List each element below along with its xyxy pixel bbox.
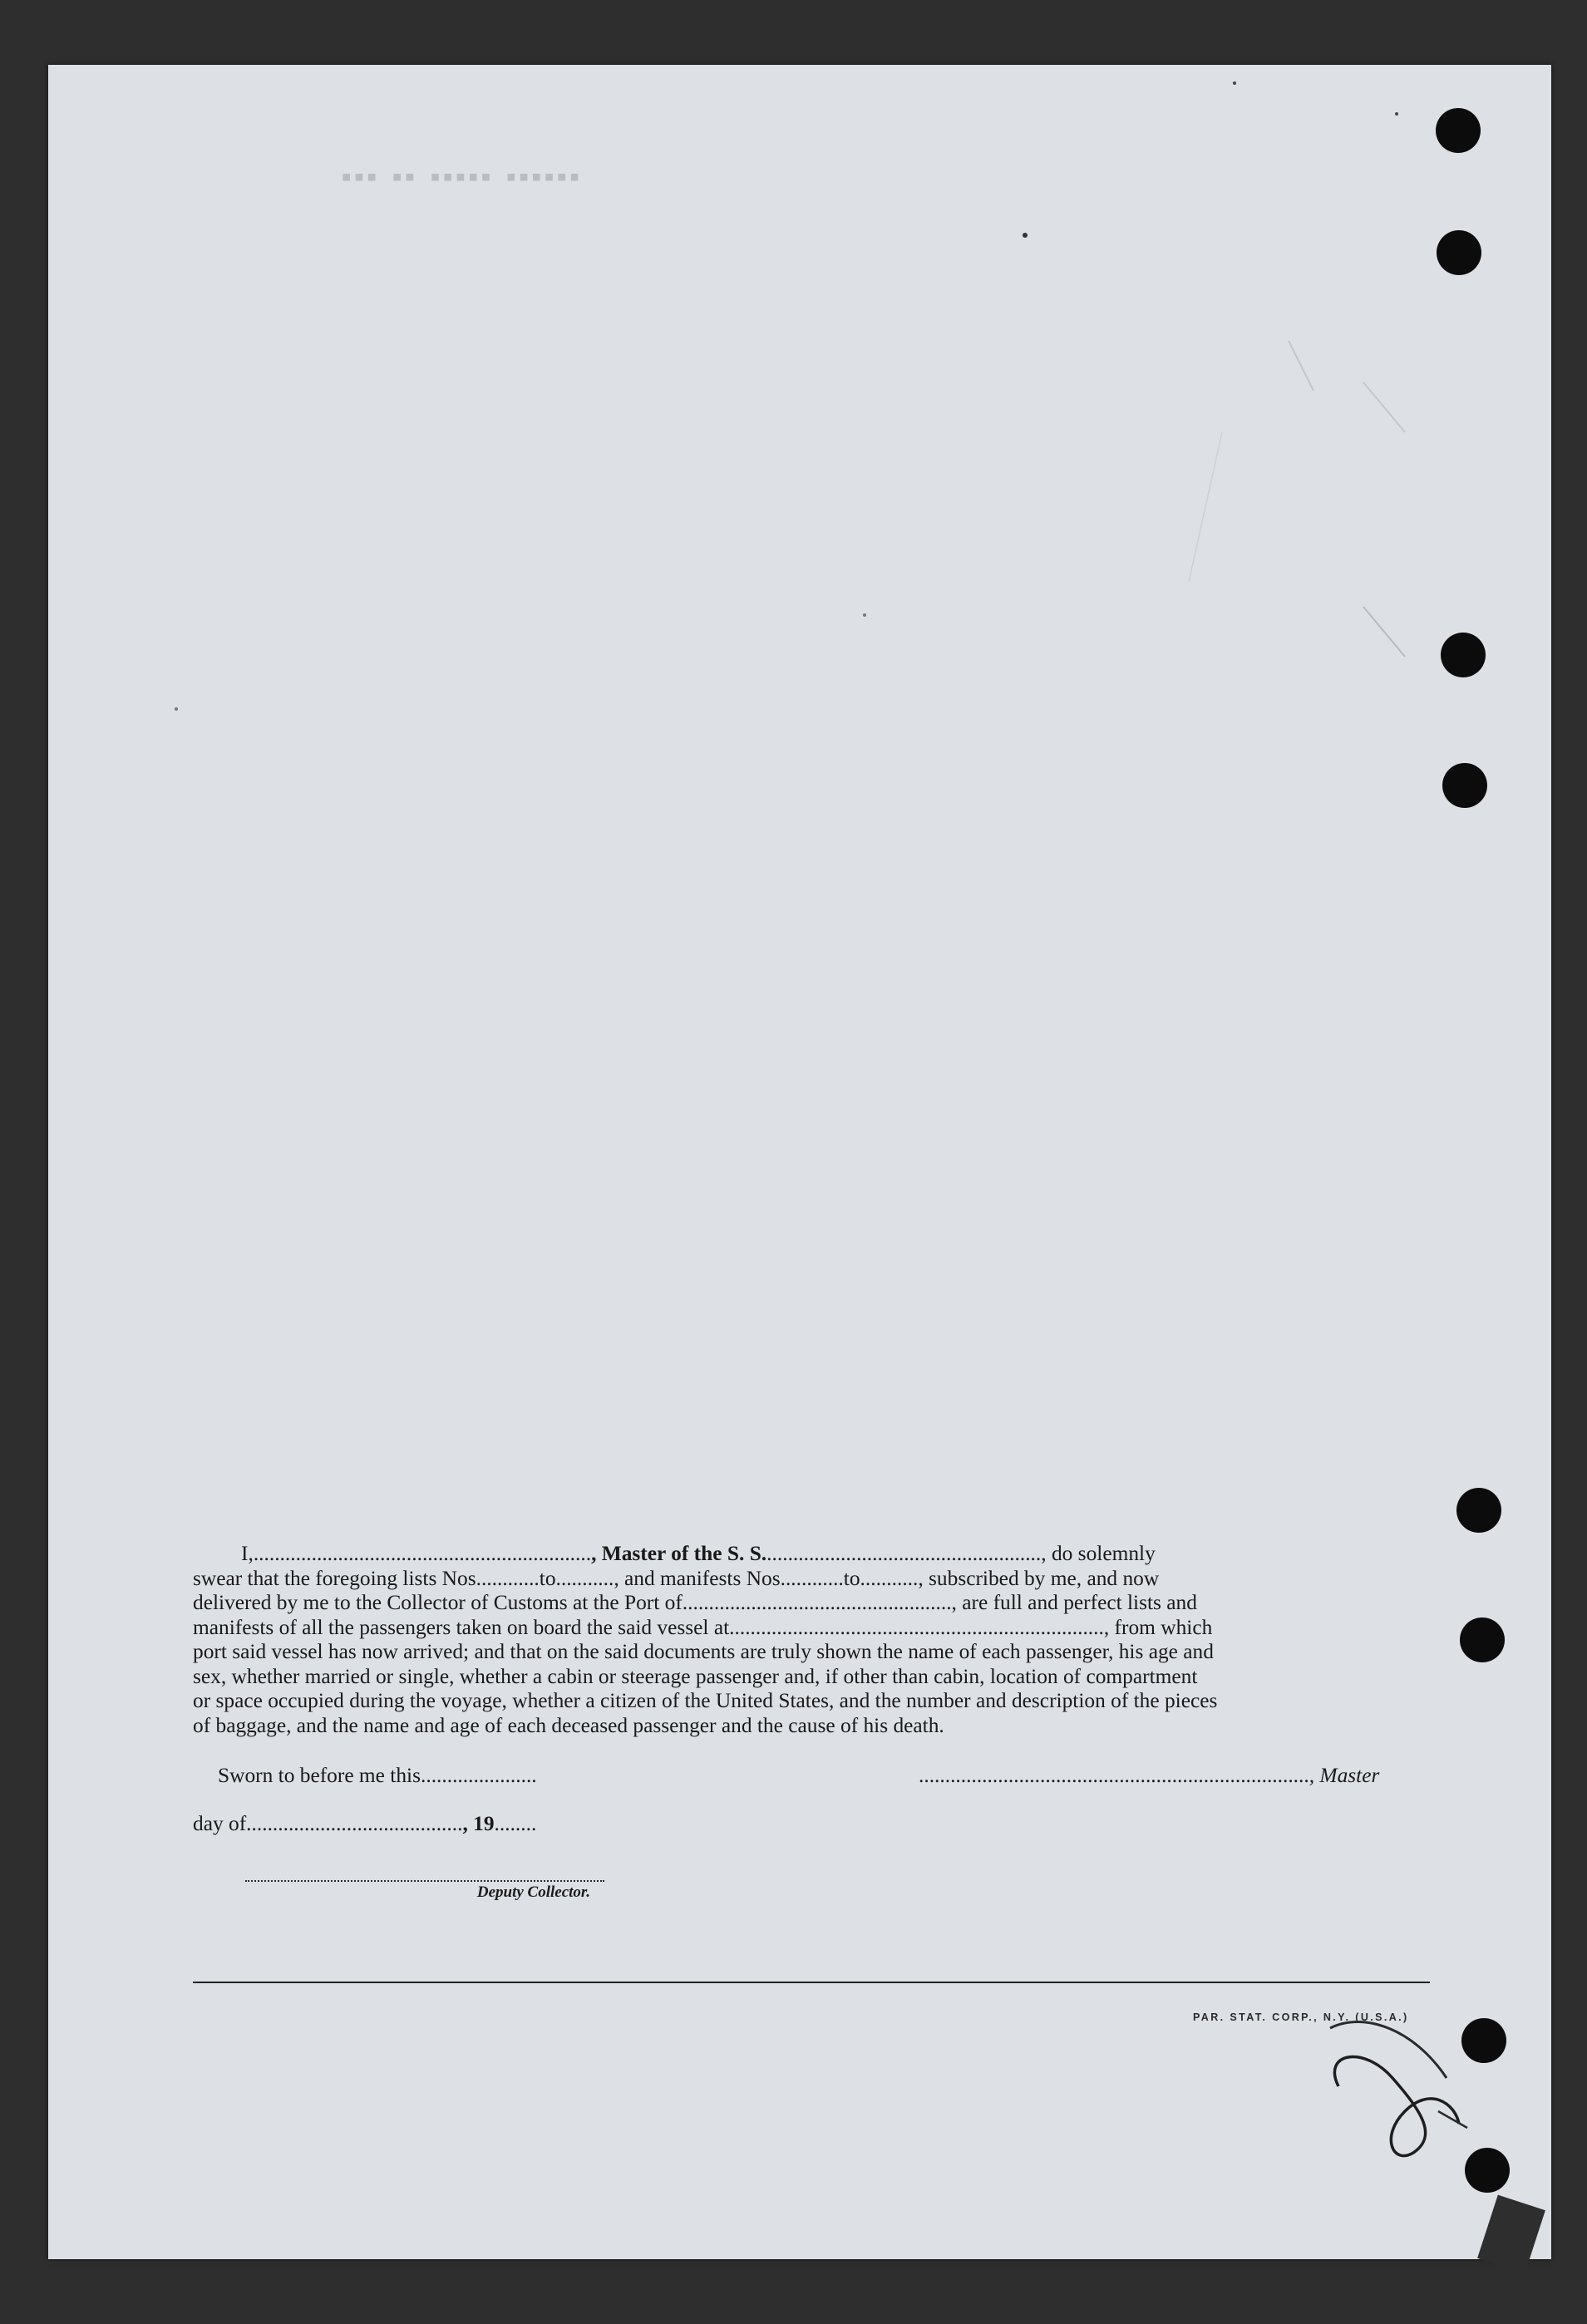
speck bbox=[175, 707, 178, 711]
blank-sworn-day[interactable]: ...................... bbox=[421, 1764, 537, 1787]
oath-line: of baggage, and the name and age of each deceased passenger and the cause of his death. bbox=[193, 1713, 944, 1737]
year-label: , 19 bbox=[462, 1812, 495, 1835]
printer-mark: PAR. STAT. CORP., N.Y. (U.S.A.) bbox=[1193, 2011, 1409, 2023]
pencil-stroke bbox=[1438, 2111, 1467, 2128]
blank-master-signature[interactable]: .......................................................................... bbox=[919, 1764, 1309, 1787]
bleed-through-text: ▪▪▪ ▪▪ ▪▪▪▪▪ ▪▪▪▪▪▪ bbox=[341, 166, 582, 187]
speck bbox=[1233, 81, 1236, 85]
speck bbox=[1023, 233, 1028, 238]
blank-vessel-name[interactable]: .................................................... bbox=[766, 1542, 1042, 1565]
blank-master-name[interactable]: ................................................................ bbox=[253, 1542, 592, 1565]
pencil-stroke bbox=[1330, 2022, 1447, 2079]
oath-line: swear that the foregoing lists Nos............to..........., and manifests Nos............to..........., subscribed by me, and now bbox=[193, 1566, 1160, 1590]
master-signature-row bbox=[919, 1764, 1379, 1788]
oath-line: port said vessel has now arrived; and that on the said documents are truly shown the name of each passenger, his age and bbox=[193, 1640, 1214, 1663]
sworn-label: Sworn to before me this bbox=[218, 1764, 421, 1787]
speck bbox=[1395, 112, 1398, 116]
oath-text: , do solemnly bbox=[1041, 1542, 1156, 1565]
handwritten-mark bbox=[1313, 1978, 1480, 2194]
oath-paragraph bbox=[193, 1542, 1430, 1738]
scratch-line bbox=[1363, 382, 1405, 432]
oath-line: delivered by me to the Collector of Customs at the Port of..................................................., are full and perfect lists and bbox=[193, 1591, 1197, 1614]
date-row bbox=[193, 1812, 536, 1836]
oath-line: sex, whether married or single, whether a cabin or steerage passenger and, if other than cabin, location of compartment bbox=[193, 1664, 1198, 1688]
oath-line: or space occupied during the voyage, whether a citizen of the United States, and the number and description of the pieces bbox=[193, 1689, 1218, 1712]
pencil-stroke bbox=[1334, 2057, 1459, 2156]
sworn-row bbox=[218, 1764, 537, 1788]
scratch-line bbox=[1289, 341, 1313, 391]
scratch-line bbox=[1363, 607, 1405, 657]
master-label: , Master bbox=[1309, 1764, 1380, 1787]
oath-line bbox=[193, 1542, 1430, 1567]
deputy-signature-line[interactable] bbox=[245, 1880, 604, 1882]
oath-text: , Master of the S. S. bbox=[591, 1542, 767, 1565]
speck bbox=[863, 613, 866, 617]
blank-month[interactable]: ......................................... bbox=[246, 1812, 463, 1835]
day-of-label: day of bbox=[193, 1812, 247, 1835]
section-rule bbox=[193, 1982, 1430, 1983]
oath-text: I, bbox=[241, 1542, 254, 1565]
oath-line: manifests of all the passengers taken on board the said vessel at......................................................................., from which bbox=[193, 1615, 1213, 1639]
deputy-collector-label: Deputy Collector. bbox=[476, 1883, 590, 1901]
blank-year[interactable]: ........ bbox=[494, 1812, 537, 1835]
scratch-line bbox=[1189, 432, 1222, 582]
